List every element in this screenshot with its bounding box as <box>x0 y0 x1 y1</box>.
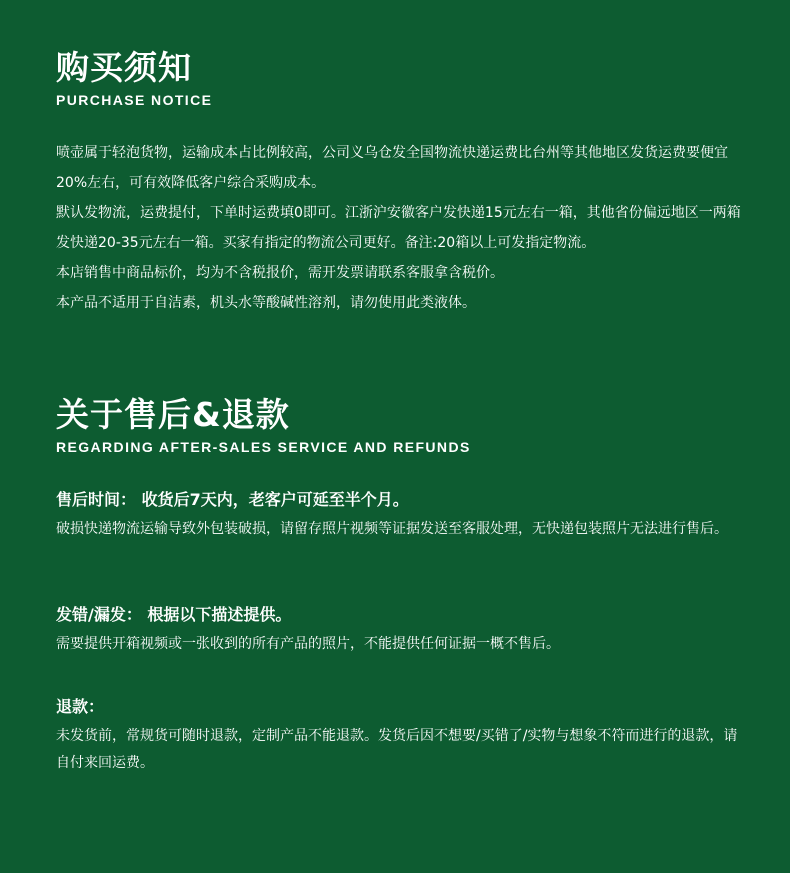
refund-heading: 退款： <box>56 697 105 716</box>
refund-text: 未发货前，常规货可随时退款，定制产品不能退款。发货后因不想要/买错了/实物与想象不符而进行的退款，请自付来回运费。 <box>56 728 738 771</box>
after-sales-subtitle: REGARDING AFTER-SALES SERVICE AND REFUNDS <box>56 439 471 456</box>
wrong-missing-text: 需要提供开箱视频或一张收到的所有产品的照片，不能提供任何证据一概不售后。 <box>56 636 560 652</box>
notice-paragraph: 默认发物流，运费提付，下单时运费填0即可。江浙沪安徽客户发快递15元左右一箱，其他省份偏远地区一两箱发快递20-35元左右一箱。买家有指定的物流公司更好。备注:20箱以上可发指定物流。 <box>56 205 741 251</box>
refund-block <box>56 695 750 777</box>
purchase-notice-body <box>56 138 746 318</box>
service-time-heading: 售后时间： 收货后7天内，老客户可延至半个月。 <box>56 490 409 509</box>
after-sales-title: 关于售后&退款 <box>56 395 290 434</box>
wrong-missing-heading: 发错/漏发： 根据以下描述提供。 <box>56 605 292 624</box>
service-time-text: 破损快递物流运输导致外包装破损，请留存照片视频等证据发送至客服处理，无快递包装照片无法进行售后。 <box>56 521 728 537</box>
notice-paragraph: 喷壶属于轻泡货物，运输成本占比例较高，公司义乌仓发全国物流快递运费比台州等其他地区发货运费要便宜20%左右，可有效降低客户综合采购成本。 <box>56 145 728 191</box>
purchase-notice-subtitle: PURCHASE NOTICE <box>56 92 213 109</box>
after-sales-section <box>56 397 756 455</box>
purchase-notice-section <box>56 50 756 108</box>
service-time-block <box>56 488 750 543</box>
notice-paragraph: 本产品不适用于自洁素，机头水等酸碱性溶剂，请勿使用此类液体。 <box>56 295 476 311</box>
notice-paragraph: 本店销售中商品标价，均为不含税报价，需开发票请联系客服拿含税价。 <box>56 265 504 281</box>
purchase-notice-title: 购买须知 <box>56 48 192 87</box>
wrong-missing-block <box>56 603 750 658</box>
